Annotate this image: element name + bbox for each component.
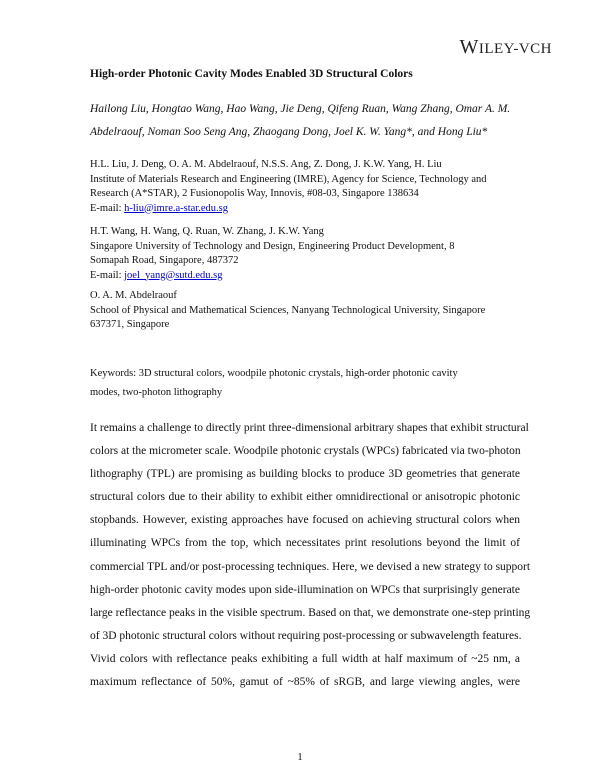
abstract-line: Vivid colors with reflectance peaks exhibiting a full width at half maximum of ~25 nm, a (90, 652, 520, 665)
abstract-line: colors at the micrometer scale. Woodpile photonic crystals (WPCs) fabricated via two-photon (90, 445, 521, 458)
publisher-logo-initial: W (459, 36, 479, 58)
abstract-line: illuminating WPCs from the top, which necessitates print resolutions beyond the limit of (90, 537, 520, 550)
page-number: 1 (297, 751, 303, 763)
email-label: E-mail: (90, 269, 125, 281)
email-label: E-mail: (90, 202, 125, 214)
affiliation-line: Singapore University of Technology and Design, Engineering Product Development, 8 (90, 240, 455, 252)
email-link[interactable]: h-liu@imre.a-star.edu.sg (124, 202, 228, 214)
affiliation-block (90, 289, 530, 333)
author-list (90, 98, 520, 144)
abstract-line: stopbands. However, existing approaches have focused on achieving structural colors when (90, 514, 520, 527)
abstract-line: high-order photonic cavity modes upon side-illumination on WPCs that surprisingly generate (90, 583, 520, 596)
email-link[interactable]: joel_yang@sutd.edu.sg (124, 269, 223, 281)
author-line: Abdelraouf, Noman Soo Seng Ang, Zhaogang Dong, Joel K. W. Yang*, and Hong Liu* (90, 126, 488, 138)
affiliation-line: Institute of Materials Research and Engineering (IMRE), Agency for Science, Technology and (90, 173, 487, 185)
paper-title: High-order Photonic Cavity Modes Enabled 3D Structural Colors (90, 68, 413, 80)
affiliation-block (90, 225, 530, 283)
keywords-line: modes, two-photon lithography (90, 387, 223, 398)
affiliation-line: Research (A*STAR), 2 Fusionopolis Way, Innovis, #08-03, Singapore 138634 (90, 188, 419, 199)
keywords-line: Keywords: 3D structural colors, woodpile photonic crystals, high-order photonic cavity (90, 368, 458, 379)
abstract (90, 417, 531, 694)
abstract-line: large reflectance peaks in the visible spectrum. Based on that, we demonstrate one-step printing (90, 606, 531, 619)
affiliation-line: H.T. Wang, H. Wang, Q. Ruan, W. Zhang, J. K.W. Yang (90, 226, 324, 237)
abstract-line: lithography (TPL) are promising as building blocks to produce 3D geometries that generate (90, 468, 520, 481)
affiliation-line: H.L. Liu, J. Deng, O. A. M. Abdelraouf, N.S.S. Ang, Z. Dong, J. K.W. Yang, H. Liu (90, 159, 442, 170)
publisher-logo-suffix: -VCH (513, 41, 552, 57)
abstract-line: commercial TPL and/or post-processing techniques. Here, we devised a new strategy to support (90, 560, 531, 573)
abstract-line: of 3D photonic structural colors without requiring post-processing or subwavelength features. (90, 629, 522, 642)
email-row (90, 269, 530, 284)
publisher-logo-caps: ILEY (478, 41, 514, 57)
email-row (90, 202, 530, 217)
abstract-line: structural colors due to their ability to exhibit either omnidirectional or anisotropic photonic (90, 491, 520, 504)
publisher-logo (459, 36, 552, 59)
affiliation-line: 637371, Singapore (90, 319, 170, 330)
abstract-line: It remains a challenge to directly print three-dimensional arbitrary shapes that exhibit structural (90, 422, 529, 434)
abstract-line: maximum reflectance of 50%, gamut of ~85% of sRGB, and large viewing angles, were (90, 676, 520, 689)
affiliation-line: School of Physical and Mathematical Sciences, Nanyang Technological University, Singapore (90, 304, 486, 316)
keywords (90, 364, 520, 402)
affiliation-line: O. A. M. Abdelraouf (90, 290, 177, 301)
affiliation-line: Somapah Road, Singapore, 487372 (90, 255, 239, 266)
author-line: Hailong Liu, Hongtao Wang, Hao Wang, Jie Deng, Qifeng Ruan, Wang Zhang, Omar A. M. (90, 103, 511, 115)
affiliation-block (90, 158, 530, 216)
